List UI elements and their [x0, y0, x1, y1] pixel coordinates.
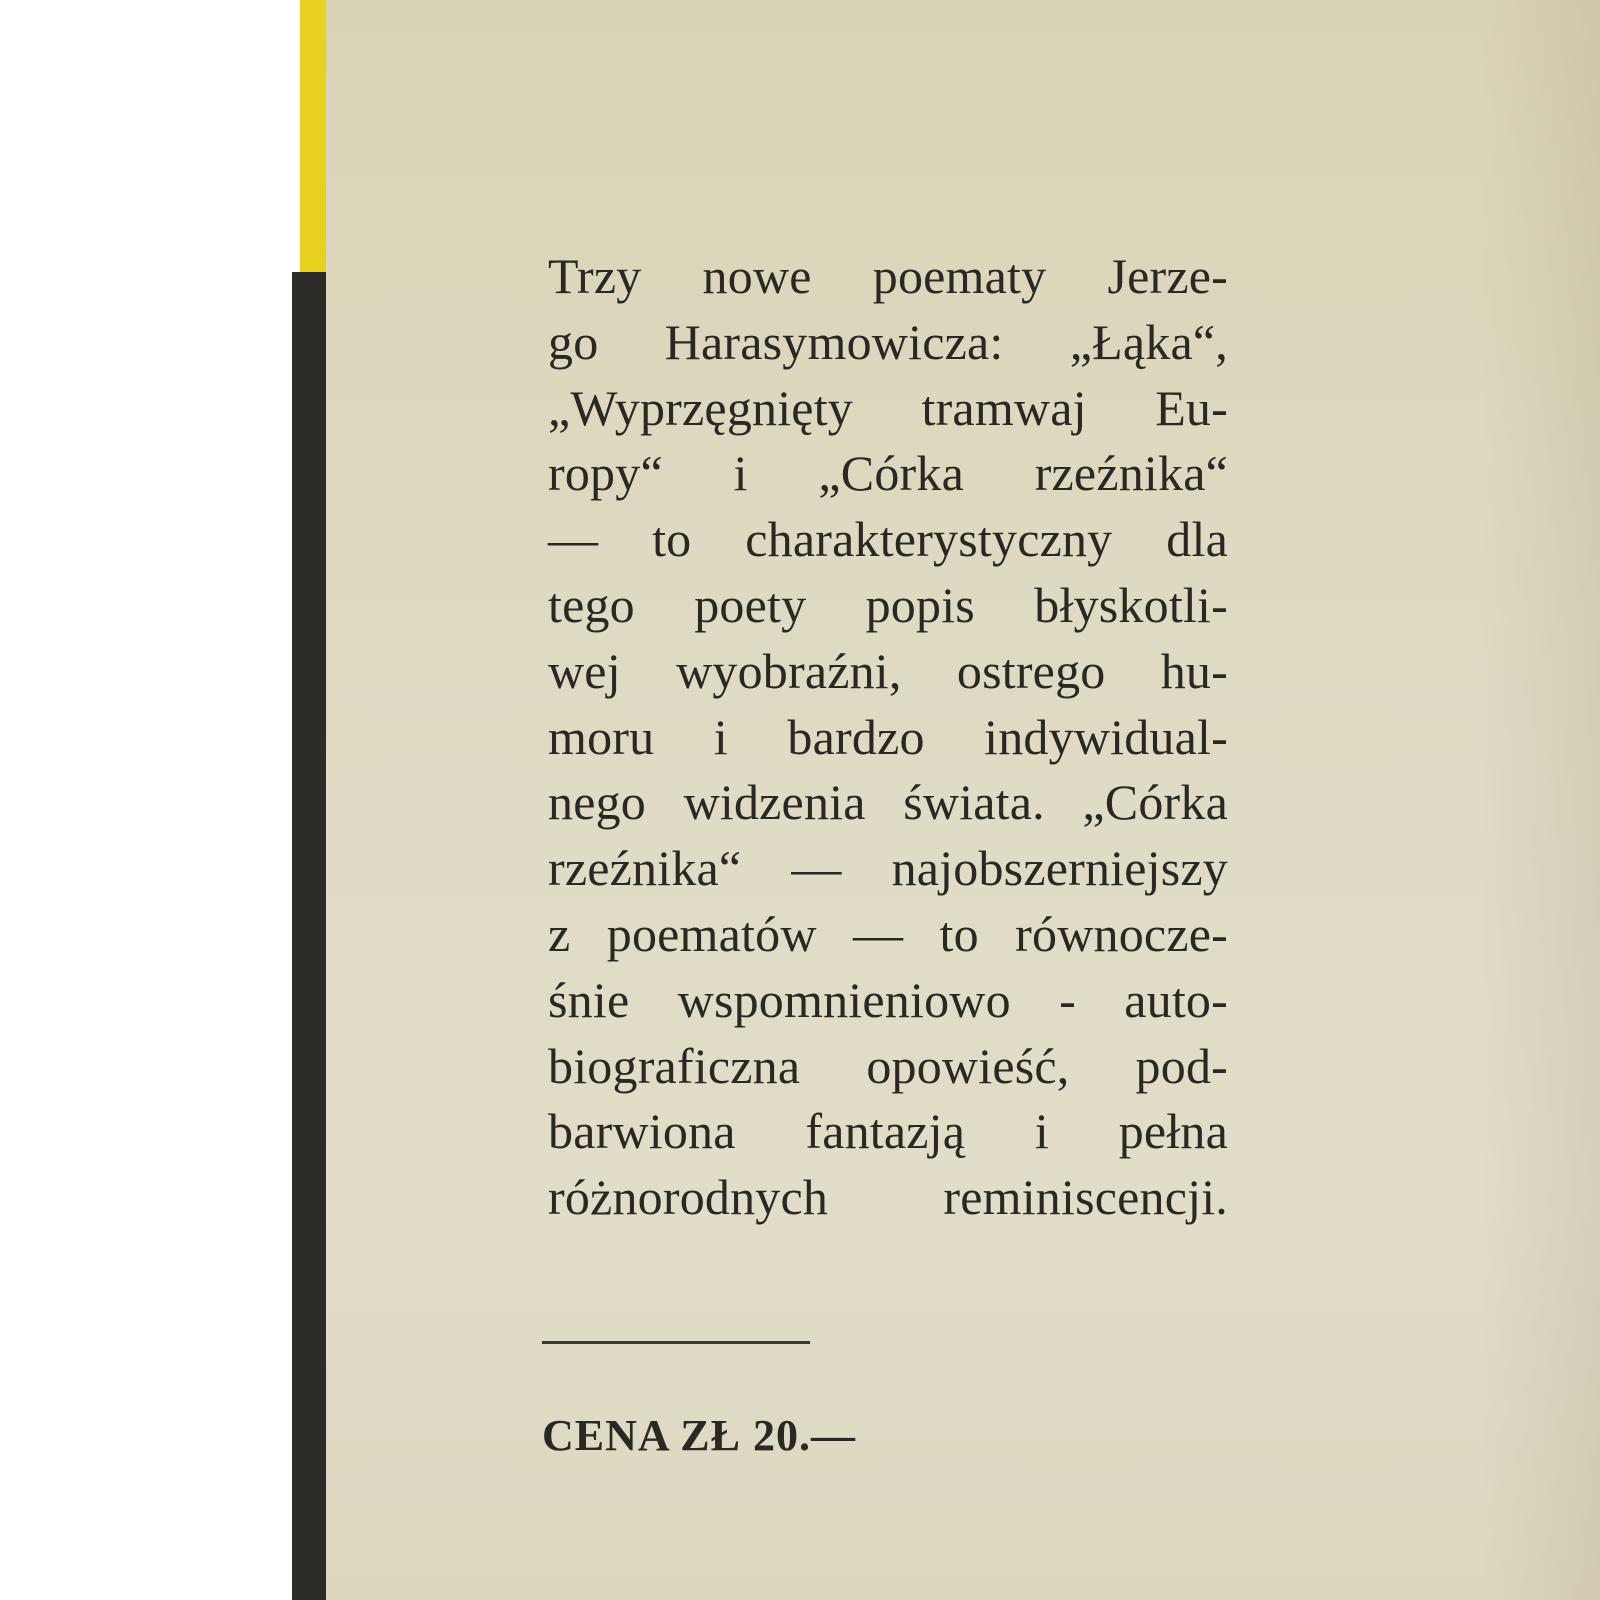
blurb-word: hu-: [1160, 642, 1228, 699]
blurb-word: i: [1034, 1103, 1049, 1160]
blurb-word: różnorodnych: [548, 1169, 829, 1226]
blurb-word: ropy“: [548, 445, 663, 502]
blurb-line: [548, 770, 1228, 836]
blurb-line: [548, 705, 1228, 771]
blurb-line: [548, 836, 1228, 902]
blurb-word: ostrego: [956, 642, 1106, 699]
blurb-word: —: [852, 905, 904, 962]
blurb-word: Jerze-: [1107, 248, 1228, 304]
blurb-word: wyobraźni,: [676, 642, 902, 699]
blurb-line: [548, 968, 1228, 1034]
blurb-word: rzeźnika“: [1034, 445, 1228, 502]
blurb-word: nowe: [702, 248, 812, 304]
blurb-word: i: [713, 708, 728, 765]
blurb-word: śnie: [548, 971, 630, 1028]
blurb-word: indywidual-: [984, 708, 1228, 765]
blurb-word: poematy: [872, 248, 1047, 304]
blurb-word: wej: [548, 642, 621, 699]
cover-dark-strip: [292, 272, 326, 1600]
blurb-word: biograficzna: [548, 1037, 801, 1094]
blurb-line: [548, 639, 1228, 705]
blurb-word: „Wyprzęgnięty: [548, 379, 853, 436]
blurb-word: to: [939, 905, 979, 962]
blurb-word: poematów: [606, 905, 817, 962]
blurb-word: i: [733, 445, 748, 502]
blurb-word: pod-: [1135, 1037, 1228, 1094]
blurb-word: błyskotli-: [1034, 576, 1228, 633]
separator-rule: [542, 1341, 810, 1344]
page-shadow: [1480, 0, 1600, 1600]
blurb-word: auto-: [1124, 971, 1228, 1028]
blurb-word: —: [548, 511, 599, 568]
blurb-word: tramwaj: [921, 379, 1087, 436]
blurb-word: widzenia: [683, 774, 866, 831]
blurb-word: rzeźnika“: [548, 840, 742, 897]
blurb-line: [548, 902, 1228, 968]
blurb-word: świata.: [903, 774, 1045, 831]
blurb-line: [548, 1099, 1228, 1165]
blurb-word: -: [1059, 971, 1076, 1028]
blurb-word: „Łąka“,: [1069, 313, 1228, 370]
blurb-word: tego: [548, 576, 635, 633]
blurb-line: [548, 507, 1228, 573]
blurb-word: pełna: [1118, 1103, 1228, 1160]
blurb-word: popis: [865, 576, 975, 633]
blurb-word: —: [791, 840, 842, 897]
blurb-word: z: [548, 905, 571, 962]
blurb-line: [548, 1165, 1228, 1231]
blurb-text: [548, 244, 1228, 1231]
blurb-word: „Córka: [818, 445, 964, 502]
blurb-word: najobszerniejszy: [891, 840, 1228, 897]
blurb-line: [548, 310, 1228, 376]
blurb-word: fantazją: [805, 1103, 966, 1160]
price-label: CENA ZŁ 20.—: [542, 1411, 856, 1460]
blurb-word: nego: [548, 774, 646, 831]
blurb-line: [548, 376, 1228, 442]
blurb-word: Harasymowicza:: [664, 313, 1004, 370]
blurb-line: [548, 441, 1228, 507]
blurb-word: „Córka: [1082, 774, 1228, 831]
blurb-word: to: [652, 511, 692, 568]
blurb-word: go: [548, 313, 599, 370]
blurb-word: Eu-: [1155, 379, 1228, 436]
blurb-word: barwiona: [548, 1103, 736, 1160]
blurb-word: wspomnieniowo: [677, 971, 1011, 1028]
blurb-word: Trzy: [548, 248, 642, 304]
blurb-word: poety: [694, 576, 807, 633]
blurb-word: bardzo: [787, 708, 925, 765]
blurb-word: opowieść,: [866, 1037, 1070, 1094]
blurb-word: moru: [548, 708, 655, 765]
blurb-line: [548, 573, 1228, 639]
blurb-line: [548, 1034, 1228, 1100]
blurb-word: równocze-: [1015, 905, 1228, 962]
blurb-word: charakterystyczny: [745, 511, 1113, 568]
blurb-word: dla: [1166, 511, 1228, 568]
blurb-word: reminiscencji.: [943, 1169, 1228, 1226]
blurb-line: [548, 244, 1228, 310]
